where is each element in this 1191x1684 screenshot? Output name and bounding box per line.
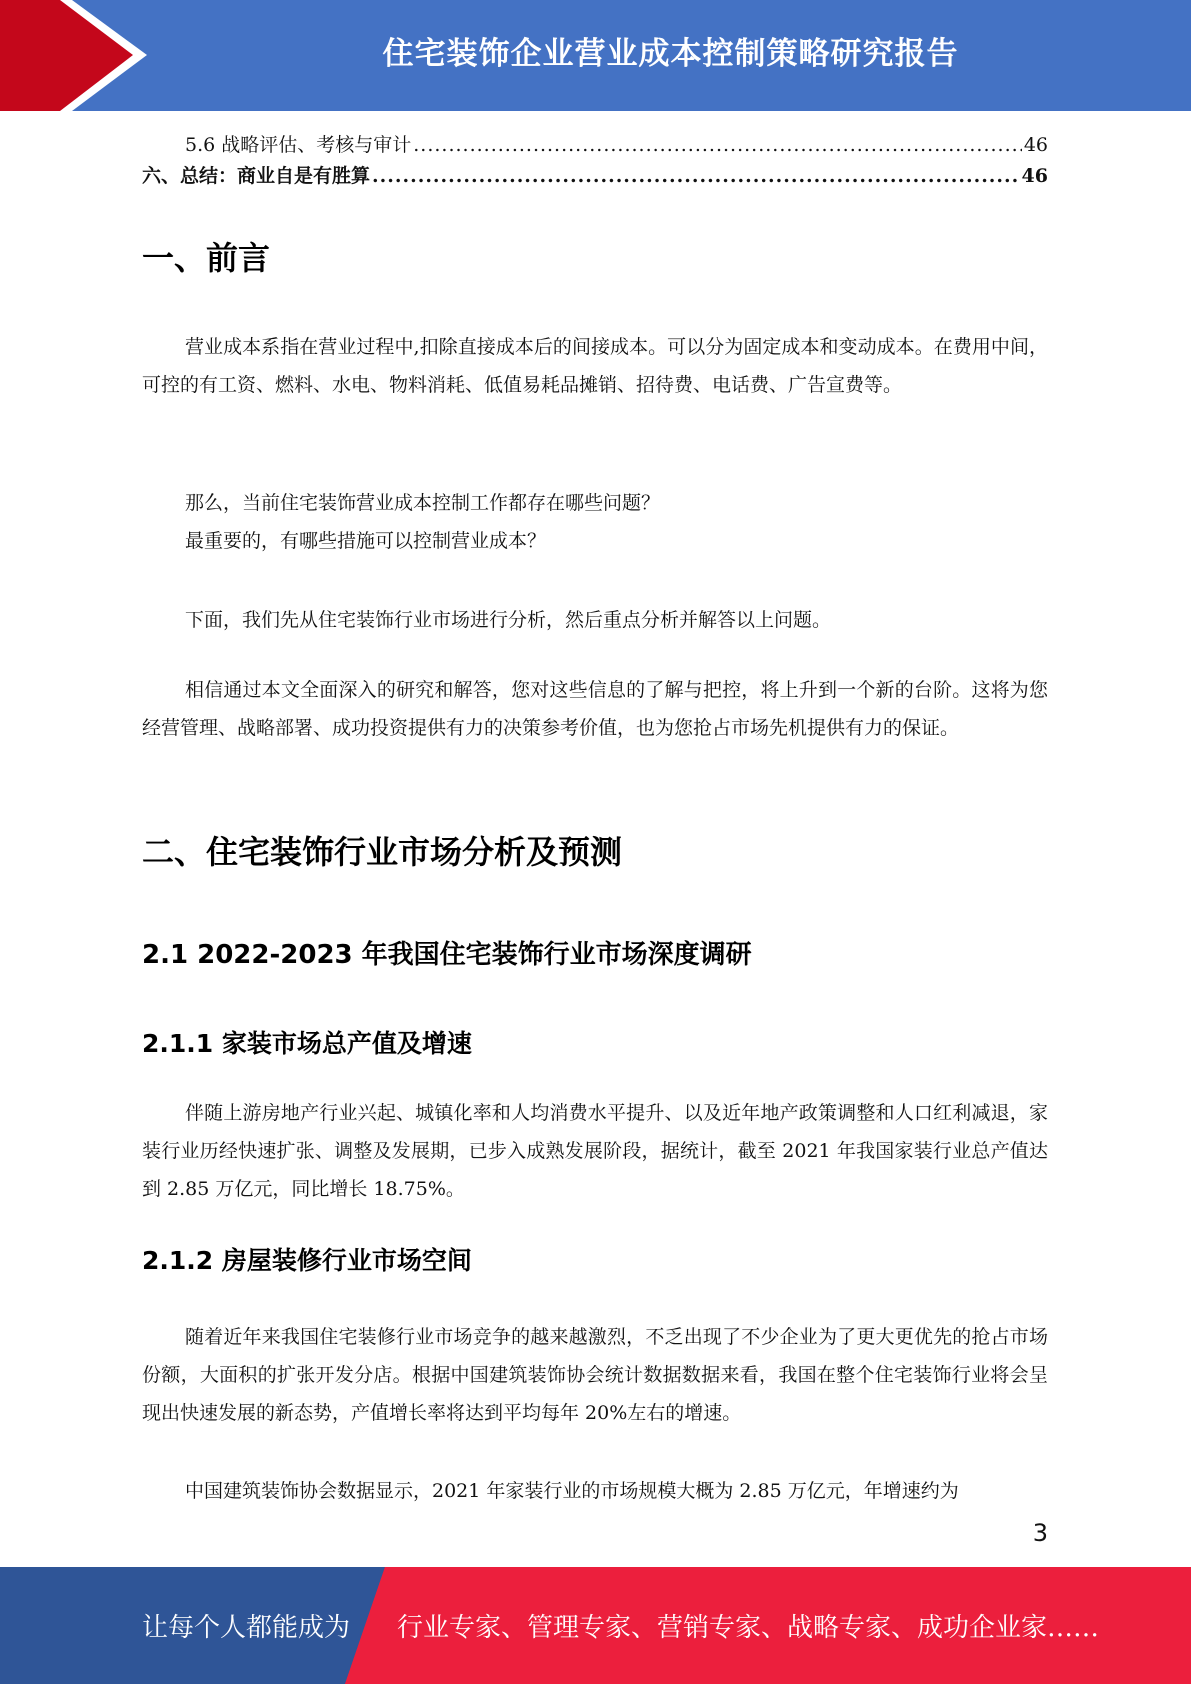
page-number: 3 xyxy=(1032,1519,1048,1547)
toc-entry-page: 46 xyxy=(1021,165,1048,187)
preface-question-1: 那么，当前住宅装饰营业成本控制工作都存在哪些问题？ xyxy=(185,492,661,514)
market-paragraph-2: 随着近年来我国住宅装修行业市场竞争的越来越激烈，不乏出现了不少企业为了更大更优先的抢占市场份额，大面积的扩张开发分店。根据中国建筑装饰协会统计数据数据来看，我国在整个住宅装饰行业将会呈现出快速发展的新态势，产值增长率将达到平均每年 20%左右的增速。 xyxy=(142,1326,1048,1424)
toc-leader-dots xyxy=(372,165,1020,187)
preface-question-2: 最重要的，有哪些措施可以控制营业成本？ xyxy=(185,530,547,552)
report-title: 住宅装饰企业营业成本控制策略研究报告 xyxy=(382,35,959,72)
subsection-heading-2-1-2: 2.1.2 房屋装修行业市场空间 xyxy=(142,1246,472,1275)
market-paragraph-3: 中国建筑装饰协会数据显示，2021 年家装行业的市场规模大概为 2.85 万亿元，年增速约为 xyxy=(185,1480,959,1502)
toc-entry-page: 46 xyxy=(1023,134,1048,156)
footer-banner xyxy=(0,1567,1191,1684)
section-heading-preface: 一、前言 xyxy=(142,239,271,277)
header-banner xyxy=(0,0,1191,111)
preface-paragraph-1: 营业成本系指在营业过程中,扣除直接成本后的间接成本。可以分为固定成本和变动成本。在费用中间，可控的有工资、燃料、水电、物料消耗、低值易耗品摊销、招待费、电话费、广告宣费等。 xyxy=(142,336,1048,396)
preface-paragraph-3: 相信通过本文全面深入的研究和解答，您对这些信息的了解与把控，将上升到一个新的台阶。这将为您经营管理、战略部署、成功投资提供有力的决策参考价值，也为您抢占市场先机提供有力的保证。 xyxy=(142,679,1048,739)
toc-leader-dots xyxy=(413,134,1022,156)
market-paragraph-1: 伴随上游房地产行业兴起、城镇化率和人均消费水平提升、以及近年地产政策调整和人口红利减退，家装行业历经快速扩张、调整及发展期，已步入成熟发展阶段，据统计，截至 2021 年我国家装行业总产值达到 2.85 万亿元，同比增长 18.75%。 xyxy=(142,1102,1048,1200)
section-heading-market: 二、住宅装饰行业市场分析及预测 xyxy=(142,833,623,871)
subsection-heading-2-1: 2.1 2022-2023 年我国住宅装饰行业市场深度调研 xyxy=(142,940,752,970)
footer-slogan-left: 让每个人都能成为 xyxy=(142,1613,351,1643)
preface-paragraph-2: 下面，我们先从住宅装饰行业市场进行分析，然后重点分析并解答以上问题。 xyxy=(185,609,832,631)
toc-entry-6[interactable] xyxy=(142,161,1048,191)
toc-entry-5-6[interactable] xyxy=(142,130,1048,160)
subsection-heading-2-1-1: 2.1.1 家装市场总产值及增速 xyxy=(142,1029,472,1058)
toc-entry-label: 5.6 战略评估、考核与审计 xyxy=(185,134,412,156)
footer-slogan-right: 行业专家、管理专家、营销专家、战略专家、成功企业家…… xyxy=(397,1613,1100,1643)
toc-entry-label: 六、总结：商业自是有胜算 xyxy=(142,165,371,187)
